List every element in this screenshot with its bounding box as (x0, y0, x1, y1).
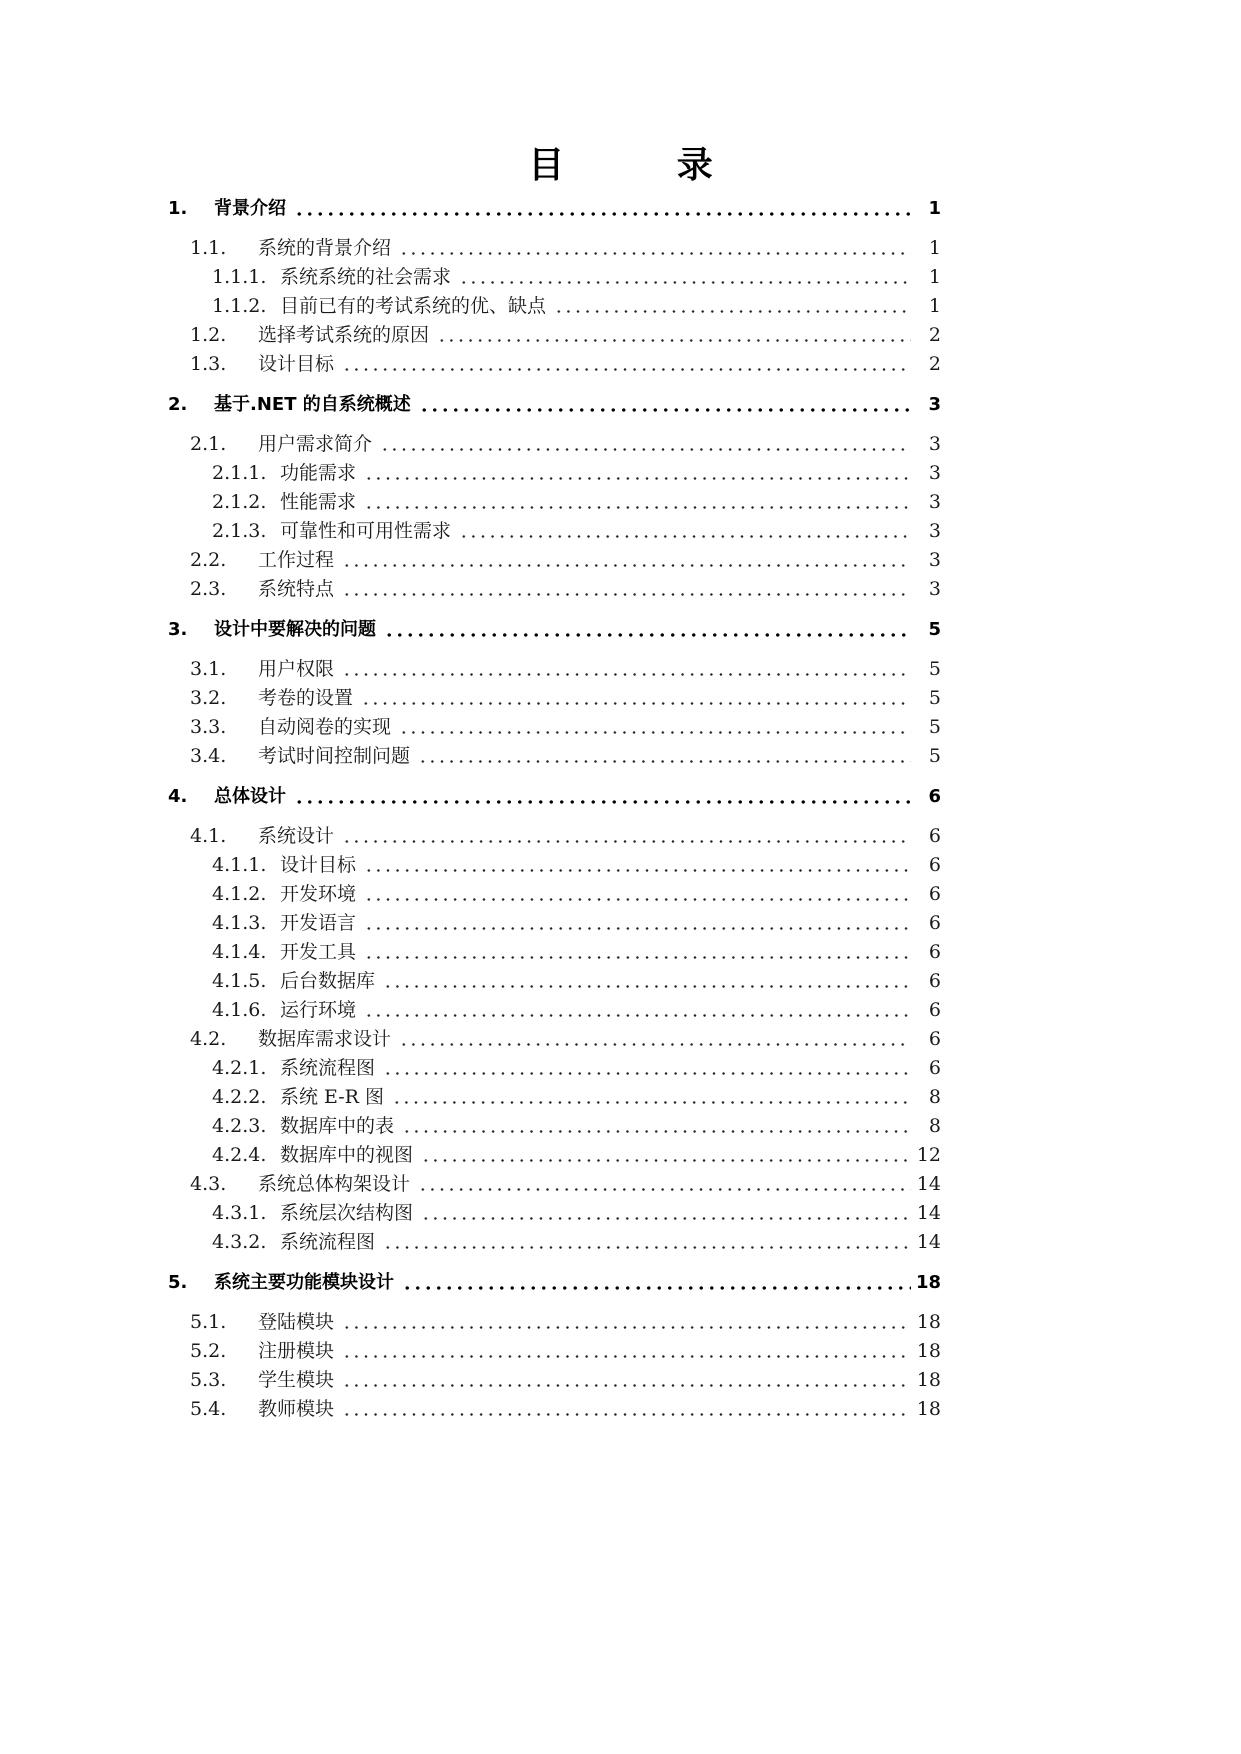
toc-page-number: 3 (928, 549, 941, 571)
toc-dot-leader (383, 1233, 911, 1249)
toc-dot-leader (383, 972, 911, 988)
toc-dot-leader (364, 1001, 911, 1017)
toc-dot-leader (418, 747, 911, 763)
toc-entry-number: 5.3. (190, 1369, 227, 1391)
toc-page-number: 6 (928, 999, 941, 1021)
toc-dot-leader (361, 689, 911, 705)
toc-entry-label: 背景介绍 (214, 198, 286, 219)
toc-page-number: 18 (916, 1398, 941, 1420)
toc-entry-level-2[interactable] (0, 233, 1241, 261)
toc-page-number: 5 (928, 687, 941, 709)
toc-dot-leader (364, 856, 911, 872)
toc-page-number-wrap (915, 1055, 941, 1081)
toc-page-number-wrap (915, 1309, 941, 1335)
toc-entry-label: 性能需求 (280, 491, 357, 513)
toc-entry-label: 总体设计 (214, 786, 286, 807)
toc-entry-level-3[interactable] (0, 995, 1241, 1023)
toc-page-number-wrap (915, 460, 941, 486)
toc-page-number-wrap (915, 1338, 941, 1364)
toc-entry-label: 自动阅卷的实现 (258, 716, 392, 738)
toc-page-number-wrap (915, 322, 941, 348)
toc-page-number-wrap (915, 1142, 941, 1168)
toc-page-number: 1 (928, 266, 941, 288)
toc-entry-level-2[interactable] (0, 712, 1241, 740)
toc-title: 目 录 (528, 145, 763, 186)
toc-page-number-wrap (915, 293, 941, 319)
toc-entry-level-3[interactable] (0, 1198, 1241, 1226)
toc-page-number-wrap (915, 547, 941, 573)
toc-dot-leader (421, 1146, 911, 1162)
toc-entry-level-3[interactable] (0, 1053, 1241, 1081)
toc-entry-label: 用户权限 (258, 658, 335, 680)
toc-entry-number: 1.1. (190, 237, 227, 259)
toc-entry-label: 运行环境 (280, 999, 357, 1021)
toc-dot-leader (364, 493, 911, 509)
toc-entry-number: 3. (168, 619, 188, 640)
toc-dot-leader (459, 268, 911, 284)
toc-entry-level-3[interactable] (0, 966, 1241, 994)
toc-entry-label: 考试时间控制问题 (258, 745, 411, 767)
toc-entry-number: 5.1. (190, 1311, 227, 1333)
toc-entry-number: 2.1.2. (212, 491, 267, 513)
toc-entry-level-2[interactable] (0, 545, 1241, 573)
toc-entry-number: 2. (168, 394, 188, 415)
toc-entry-label: 可靠性和可用性需求 (280, 520, 452, 542)
toc-page-number: 18 (916, 1340, 941, 1362)
toc-entry-level-3[interactable] (0, 458, 1241, 486)
toc-entry-number: 1.3. (190, 353, 227, 375)
toc-dot-leader (364, 464, 911, 480)
toc-entry-label: 开发环境 (280, 883, 357, 905)
toc-page-number-wrap (915, 714, 941, 740)
toc-page-number-wrap (915, 392, 941, 418)
toc-dot-leader (392, 1088, 911, 1104)
toc-entry-level-1[interactable] (0, 615, 1241, 643)
toc-entry-label: 数据库中的视图 (280, 1144, 414, 1166)
toc-dot-leader (342, 660, 911, 676)
toc-entry-number: 3.2. (190, 687, 227, 709)
toc-page-number-wrap (915, 881, 941, 907)
toc-entry-label: 基于.NET 的自系统概述 (214, 394, 411, 415)
toc-entry-label: 设计目标 (280, 854, 357, 876)
toc-page-number: 6 (928, 854, 941, 876)
toc-page-number-wrap (915, 656, 941, 682)
toc-entry-level-2[interactable] (0, 349, 1241, 377)
toc-page-number: 6 (928, 1028, 941, 1050)
toc-entry-number: 1.1.2. (212, 295, 267, 317)
toc-entry-level-3[interactable] (0, 908, 1241, 936)
toc-dot-leader (421, 1204, 911, 1220)
toc-page-number-wrap (915, 1084, 941, 1110)
toc-page-number-wrap (915, 997, 941, 1023)
toc-page-number: 1 (928, 295, 941, 317)
toc-entry-level-2[interactable] (0, 1169, 1241, 1197)
toc-dot-leader (294, 200, 911, 216)
toc-entry-label: 工作过程 (258, 549, 335, 571)
toc-page-number: 6 (928, 1057, 941, 1079)
toc-dot-leader (342, 580, 911, 596)
toc-page-number-wrap (915, 1270, 941, 1296)
toc-page-number: 2 (928, 324, 941, 346)
toc-dot-leader (342, 355, 911, 371)
toc-entry-level-1[interactable] (0, 782, 1241, 810)
toc-entry-label: 数据库中的表 (280, 1115, 395, 1137)
toc-entry-level-1[interactable] (0, 194, 1241, 222)
toc-entry-level-2[interactable] (0, 574, 1241, 602)
toc-entry-label: 学生模块 (258, 1369, 335, 1391)
toc-entry-label: 用户需求简介 (258, 433, 373, 455)
toc-page-number: 6 (928, 883, 941, 905)
toc-page-number-wrap (915, 910, 941, 936)
toc-entry-level-2[interactable] (0, 320, 1241, 348)
toc-entry-level-2[interactable] (0, 1024, 1241, 1052)
toc-entry-label: 注册模块 (258, 1340, 335, 1362)
toc-entry-number: 4.3. (190, 1173, 227, 1195)
toc-entry-level-2[interactable] (0, 741, 1241, 769)
toc-dot-leader (459, 522, 911, 538)
toc-page-number: 3 (928, 433, 941, 455)
toc-entry-number: 4.1.1. (212, 854, 267, 876)
toc-dot-leader (554, 297, 911, 313)
toc-entry-label: 功能需求 (280, 462, 357, 484)
toc-entry-number: 2.1.3. (212, 520, 267, 542)
toc-entry-number: 1. (168, 198, 188, 219)
toc-dot-leader (380, 435, 911, 451)
toc-entry-label: 系统特点 (258, 578, 335, 600)
toc-page-number: 6 (928, 941, 941, 963)
toc-entry-number: 1.1.1. (212, 266, 267, 288)
toc-dot-leader (342, 1400, 911, 1416)
toc-dot-leader (342, 1313, 911, 1329)
toc-dot-leader (342, 827, 911, 843)
toc-dot-leader (384, 621, 911, 637)
toc-entry-label: 开发工具 (280, 941, 357, 963)
toc-entry-number: 4.1.4. (212, 941, 267, 963)
toc-entry-level-3[interactable] (0, 262, 1241, 290)
toc-entry-label: 设计目标 (258, 353, 335, 375)
toc-page-number: 6 (928, 825, 941, 847)
toc-entry-level-1[interactable] (0, 1268, 1241, 1296)
toc-page-number: 5 (928, 745, 941, 767)
toc-page-number-wrap (915, 518, 941, 544)
toc-entry-label: 后台数据库 (280, 970, 376, 992)
toc-page-number: 5 (928, 619, 941, 640)
toc-page-number: 6 (928, 912, 941, 934)
toc-page-number: 5 (928, 658, 941, 680)
toc-entry-number: 3.1. (190, 658, 227, 680)
toc-page-number-wrap (915, 1229, 941, 1255)
toc-page-number: 14 (916, 1231, 941, 1253)
toc-page-number: 18 (916, 1311, 941, 1333)
toc-entry-number: 5.2. (190, 1340, 227, 1362)
toc-page-number: 3 (928, 520, 941, 542)
toc-entry-level-2[interactable] (0, 683, 1241, 711)
toc-entry-number: 4.3.1. (212, 1202, 267, 1224)
toc-page-number-wrap (915, 196, 941, 222)
toc-dot-leader (437, 326, 911, 342)
toc-entry-level-3[interactable] (0, 516, 1241, 544)
toc-entry-number: 4.1.3. (212, 912, 267, 934)
toc-page-number: 14 (916, 1202, 941, 1224)
toc-entry-number: 4.1.5. (212, 970, 267, 992)
toc-page-number-wrap (915, 264, 941, 290)
toc-entry-number: 3.4. (190, 745, 227, 767)
toc-entry-number: 4. (168, 786, 188, 807)
toc-entry-number: 4.1.2. (212, 883, 267, 905)
toc-entry-level-3[interactable] (0, 937, 1241, 965)
toc-page-number-wrap (915, 617, 941, 643)
toc-page-number-wrap (915, 968, 941, 994)
toc-page-number-wrap (915, 431, 941, 457)
toc-dot-leader (342, 551, 911, 567)
toc-entry-label: 系统系统的社会需求 (280, 266, 452, 288)
toc-entry-level-3[interactable] (0, 487, 1241, 515)
toc-page-number-wrap (915, 1026, 941, 1052)
toc-page-number-wrap (915, 685, 941, 711)
toc-entry-label: 选择考试系统的原因 (258, 324, 430, 346)
toc-dot-leader (364, 885, 911, 901)
toc-page-number-wrap (915, 1171, 941, 1197)
toc-page-number: 6 (928, 786, 941, 807)
toc-entry-label: 数据库需求设计 (258, 1028, 392, 1050)
toc-entry-number: 2.2. (190, 549, 227, 571)
toc-entry-level-2[interactable] (0, 1307, 1241, 1335)
toc-page-number: 1 (928, 198, 941, 219)
toc-entry-level-1[interactable] (0, 390, 1241, 418)
toc-entry-label: 考卷的设置 (258, 687, 354, 709)
toc-entry-label: 目前已有的考试系统的优、缺点 (280, 295, 547, 317)
toc-page-number: 3 (928, 462, 941, 484)
toc-dot-leader (342, 1371, 911, 1387)
toc-page-number: 8 (928, 1115, 941, 1137)
toc-page-number-wrap (915, 235, 941, 261)
toc-entry-number: 2.1.1. (212, 462, 267, 484)
toc-page-number: 5 (928, 716, 941, 738)
toc-entry-number: 1.2. (190, 324, 227, 346)
toc-entry-number: 4.2.2. (212, 1086, 267, 1108)
toc-page-number-wrap (915, 351, 941, 377)
toc-entry-number: 3.3. (190, 716, 227, 738)
toc-page-number: 6 (928, 970, 941, 992)
toc-page-number-wrap (915, 743, 941, 769)
toc-dot-leader (418, 1175, 911, 1191)
toc-dot-leader (402, 1117, 911, 1133)
toc-page-number-wrap (915, 1200, 941, 1226)
toc-page-number: 3 (928, 394, 941, 415)
toc-dot-leader (294, 788, 911, 804)
toc-dot-leader (399, 718, 911, 734)
toc-page-number-wrap (915, 576, 941, 602)
toc-page-number-wrap (915, 939, 941, 965)
toc-dot-leader (383, 1059, 911, 1075)
toc-entry-level-3[interactable] (0, 850, 1241, 878)
toc-page-number-wrap (915, 1113, 941, 1139)
toc-page-number-wrap (915, 852, 941, 878)
toc-entry-level-2[interactable] (0, 1394, 1241, 1422)
toc-entry-label: 登陆模块 (258, 1311, 335, 1333)
toc-page-number: 8 (928, 1086, 941, 1108)
toc-entry-level-3[interactable] (0, 1111, 1241, 1139)
toc-entry-label: 开发语言 (280, 912, 357, 934)
toc-dot-leader (399, 1030, 911, 1046)
toc-page-number: 3 (928, 491, 941, 513)
toc-entry-number: 4.1.6. (212, 999, 267, 1021)
toc-page-number: 3 (928, 578, 941, 600)
toc-entry-level-2[interactable] (0, 654, 1241, 682)
toc-entry-level-3[interactable] (0, 1082, 1241, 1110)
toc-entry-number: 4.2.3. (212, 1115, 267, 1137)
toc-page-number: 1 (928, 237, 941, 259)
toc-entry-number: 2.1. (190, 433, 227, 455)
toc-page-number-wrap (915, 489, 941, 515)
toc-dot-leader (402, 1274, 911, 1290)
toc-entry-label: 系统流程图 (280, 1231, 376, 1253)
toc-entry-number: 4.2.4. (212, 1144, 267, 1166)
toc-dot-leader (399, 239, 911, 255)
toc-entry-label: 系统 E-R 图 (280, 1086, 385, 1108)
toc-page-number: 18 (916, 1369, 941, 1391)
toc-entry-number: 5.4. (190, 1398, 227, 1420)
toc-entry-level-2[interactable] (0, 1365, 1241, 1393)
toc-entry-level-2[interactable] (0, 1336, 1241, 1364)
toc-page-number-wrap (915, 823, 941, 849)
toc-entry-label: 设计中要解决的问题 (214, 619, 376, 640)
toc-entry-number: 4.2.1. (212, 1057, 267, 1079)
toc-entry-level-2[interactable] (0, 821, 1241, 849)
toc-dot-leader (364, 914, 911, 930)
toc-page-number: 12 (916, 1144, 941, 1166)
toc-entry-number: 2.3. (190, 578, 227, 600)
toc-entry-label: 系统主要功能模块设计 (214, 1272, 394, 1293)
toc-entry-label: 系统的背景介绍 (258, 237, 392, 259)
toc-page-number: 18 (915, 1272, 941, 1293)
toc-entry-label: 系统流程图 (280, 1057, 376, 1079)
toc-entry-label: 教师模块 (258, 1398, 335, 1420)
toc-entry-number: 4.2. (190, 1028, 227, 1050)
toc-page-number: 2 (928, 353, 941, 375)
toc-entry-level-2[interactable] (0, 429, 1241, 457)
toc-entry-label: 系统总体构架设计 (258, 1173, 411, 1195)
toc-page-number-wrap (915, 1396, 941, 1422)
toc-entry-label: 系统层次结构图 (280, 1202, 414, 1224)
toc-entry-level-3[interactable] (0, 879, 1241, 907)
toc-entry-level-3[interactable] (0, 291, 1241, 319)
toc-entry-number: 4.1. (190, 825, 227, 847)
toc-entry-level-3[interactable] (0, 1140, 1241, 1168)
toc-entry-label: 系统设计 (258, 825, 335, 847)
toc-page-number-wrap (915, 1367, 941, 1393)
toc-dot-leader (364, 943, 911, 959)
toc-entry-number: 4.3.2. (212, 1231, 267, 1253)
toc-page-number-wrap (915, 784, 941, 810)
toc-dot-leader (419, 396, 911, 412)
toc-entry-number: 5. (168, 1272, 188, 1293)
toc-entry-level-3[interactable] (0, 1227, 1241, 1255)
toc-page-number: 14 (916, 1173, 941, 1195)
toc-dot-leader (342, 1342, 911, 1358)
